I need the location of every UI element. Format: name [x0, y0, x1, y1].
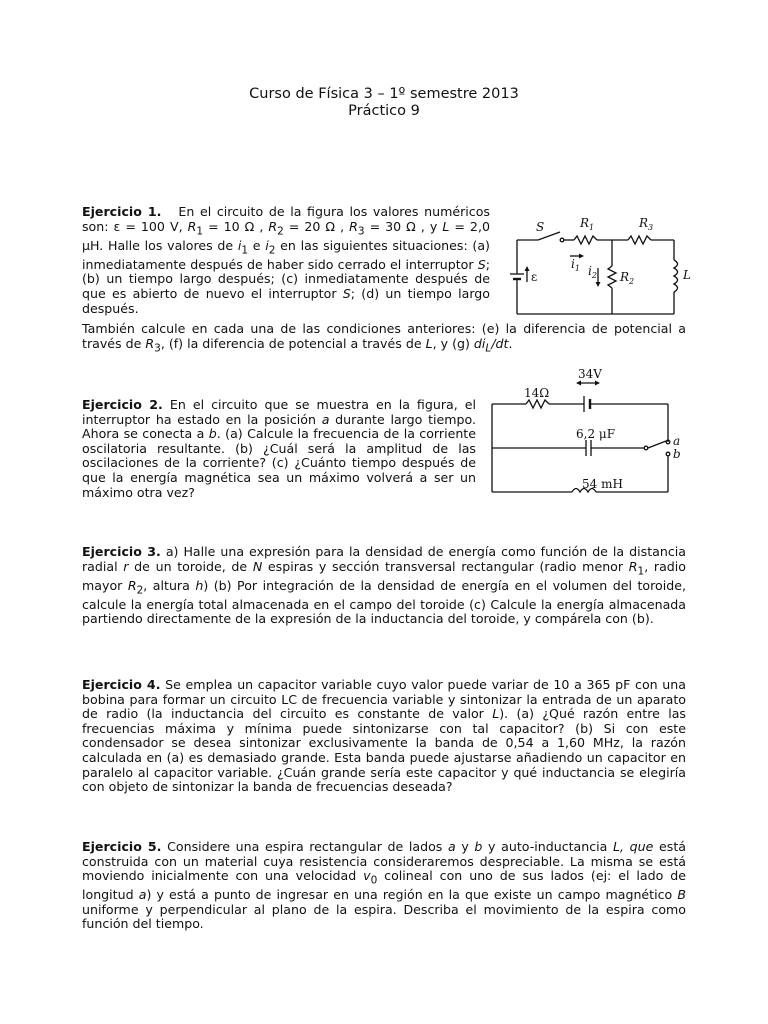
exercise-1: [82, 205, 490, 316]
i2-label: i: [588, 264, 592, 278]
exercise-3-label: Ejercicio 3.: [82, 544, 161, 559]
svg-text:R1: [579, 216, 594, 232]
svg-text:R2: [619, 270, 634, 286]
exercise-5-text: Considere una espira rectangular de lados a y b y auto-inductancia L, que está construida con un material cuya resistencia consideraremos despreciable. La misma se está moviendo inicialmente con una velocidad $v_0$ colineal con uno de sus lados (ej: el lado de longitud a) y está a punto de ingresar en una región en la que existe un campo magnético B uniforme y perpendicular al plano de la espira. Describa el movimiento de la espira como función del tiempo.: [82, 839, 686, 932]
i2-sub: 2: [591, 271, 597, 280]
switch-label: S: [536, 220, 545, 234]
svg-text:R3: [638, 216, 653, 232]
circuit-diagram-1: [500, 212, 700, 322]
exercise-3-text: a) Halle una expresión para la densidad de energía como función de la distancia radial r de un toroide, de N espiras y sección transversal rectangular (radio menor $R_1$, radio mayor $R_2$, altura h) (b) Por integración de la densidad de energía en el volumen del toroide, calcule la energía total almacenada en el campo del toroide (c) Calcule la energía almacenada partiendo directamente de la expresión de la inductancia del toroide, y compárela con (b).: [82, 544, 686, 627]
switch-pos-b: b: [673, 447, 681, 461]
inductor-2-label: 54 mH: [582, 477, 623, 491]
capacitor-label: 6,2 μF: [576, 427, 616, 441]
inductor-label: L: [683, 268, 691, 282]
title-block: [0, 86, 768, 120]
switch-pos-a: a: [673, 434, 681, 448]
exercise-1-text: En el circuito de la figura los valores numéricos son: ε = 100 V, $R_1 = 10$ Ω , $R_2 = 20$ Ω , $R_3 = 30$ Ω , y L = 2,0 μH. Halle los valores de $i_1$ e $i_2$ en las siguientes situaciones: (a) inmediatamente después de haber sido cerrado el interruptor S; (b) un tiempo largo después; (c) inmediatamente después de que es abierto de nuevo el interruptor S; (d) un tiempo largo después.: [82, 204, 490, 316]
exercise-1-label: Ejercicio 1.: [82, 204, 162, 219]
r3-sub: 3: [648, 223, 654, 232]
r2-label: R: [620, 270, 630, 284]
r1-label: R: [580, 216, 590, 230]
exercise-2: [82, 398, 476, 500]
circuit-diagram-2: [488, 366, 688, 496]
exercise-4: [82, 678, 686, 795]
i1-sub: 1: [574, 264, 580, 273]
exercise-3: [82, 545, 686, 627]
svg-text:i1: [571, 257, 580, 273]
exercise-5-label: Ejercicio 5.: [82, 839, 162, 854]
r3-label: R: [639, 216, 649, 230]
exercise-4-label: Ejercicio 4.: [82, 677, 161, 692]
exercise-1-extra: También calcule en cada una de las condiciones anteriores: (e) la diferencia de potencial a través de $R_3$, (f) la diferencia de potencial a través de L, y (g) $di_L/dt$.: [82, 321, 686, 355]
emf-label: ε: [531, 270, 538, 284]
exercise-2-label: Ejercicio 2.: [82, 397, 163, 412]
course-title: Curso de Física 3 – 1º semestre 2013: [249, 86, 519, 102]
resistor-label: 14Ω: [524, 386, 550, 400]
exercise-4-text: Se emplea un capacitor variable cuyo valor puede variar de 10 a 365 pF con una bobina para formar un circuito LC de frecuencia variable y sintonizar la entrada de un aparato de radio (la inductancia del circuito es constante de valor L). (a) ¿Qué razón entre las frecuencias máxima y mínima puede sintonizarse con tal capacitor? (b) Si con este condensador se desea sintonizar exclusivamente la banda de 0,54 a 1,60 MHz, la razón calculada en (a) es demasiado grande. Esta banda puede ajustarse añadiendo un capacitor en paralelo al capacitor variable. ¿Cuán grande sería este capacitor y qué inductancia se elegiría con objeto de sintonizar la banda de frecuencias deseada?: [82, 677, 686, 795]
r1-sub: 1: [589, 223, 595, 232]
exercise-2-text: En el circuito que se muestra en la figura, el interruptor ha estado en la posición a durante largo tiempo. Ahora se conecta a b. (a) Calcule la frecuencia de la corriente oscilatoria resultante. (b) ¿Cuál será la amplitud de las oscilaciones de la corriente? (c) ¿Cuánto tiempo después de que la energía magnética sea un máximo volverá a ser un máximo otra vez?: [82, 397, 477, 500]
practice-title: Práctico 9: [348, 103, 420, 119]
svg-text:i2: [588, 264, 597, 280]
i1-label: i: [571, 257, 575, 271]
battery-label: 34V: [578, 367, 602, 381]
exercise-5: [82, 840, 686, 932]
r2-sub: 2: [629, 277, 635, 286]
